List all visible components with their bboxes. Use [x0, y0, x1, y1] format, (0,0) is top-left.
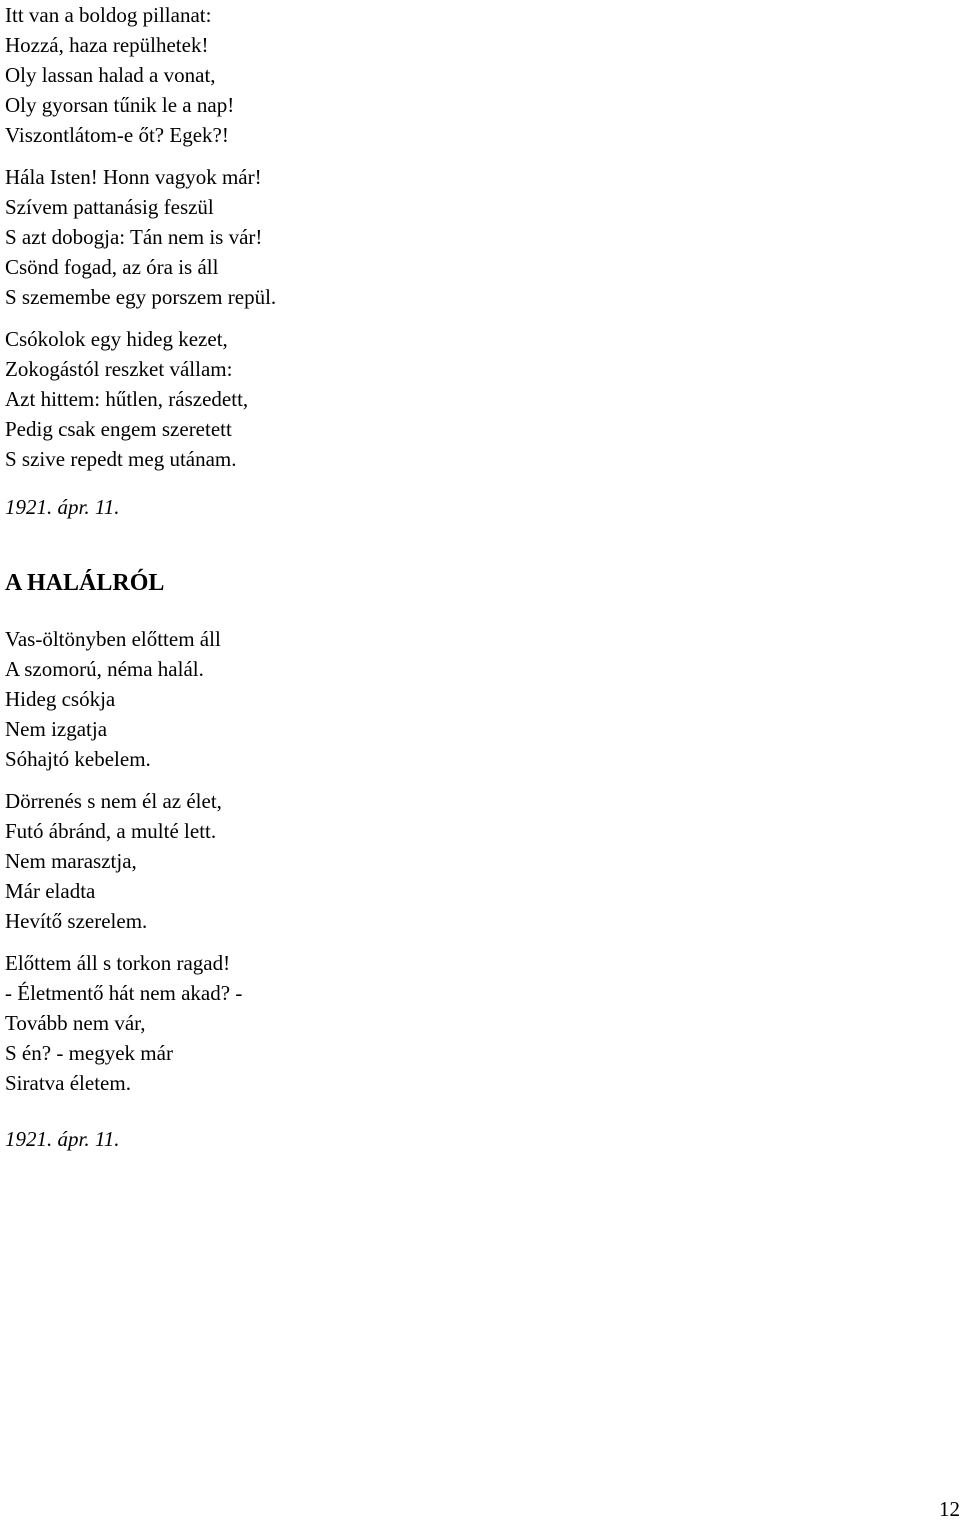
poem-line: Vas-öltönyben előttem áll [5, 627, 221, 651]
poem-line: Hevítő szerelem. [5, 909, 148, 933]
poem-line: Már eladta [5, 879, 96, 903]
poem-2-stanza-3 [5, 948, 945, 1098]
poem-line: Hideg csókja [5, 687, 116, 711]
poem-1-stanza-2 [5, 162, 945, 312]
poem-line: Oly lassan halad a vonat, [5, 63, 216, 87]
poem-line: Dörrenés s nem él az élet, [5, 789, 222, 813]
poem-2-stanza-2 [5, 786, 945, 936]
poem-line: S szive repedt meg utánam. [5, 447, 237, 471]
poem-line: Hála Isten! Honn vagyok már! [5, 165, 262, 189]
poem-line: Oly gyorsan tűnik le a nap! [5, 93, 235, 117]
poem-line: Csönd fogad, az óra is áll [5, 255, 219, 279]
poem-1-stanza-3 [5, 324, 945, 474]
poem-line: Itt van a boldog pillanat: [5, 3, 212, 27]
page-number: 12 [939, 1497, 960, 1521]
poem-line: Nem marasztja, [5, 849, 137, 873]
poem-line: Előttem áll s torkon ragad! [5, 951, 231, 975]
poem-line: Tovább nem vár, [5, 1011, 146, 1035]
poem-line: Azt hittem: hűtlen, rászedett, [5, 387, 249, 411]
poem-line: Siratva életem. [5, 1071, 131, 1095]
poem-line: Pedig csak engem szeretett [5, 417, 232, 441]
poem-1 [5, 0, 945, 522]
poem-line: Hozzá, haza repülhetek! [5, 33, 209, 57]
poem-1-date: 1921. ápr. 11. [5, 495, 120, 519]
poem-2-title: A HALÁLRÓL [5, 570, 165, 596]
poem-line: S szemembe egy porszem repül. [5, 285, 277, 309]
poem-line: - Életmentő hát nem akad? - [5, 981, 243, 1005]
poem-line: Futó ábránd, a multé lett. [5, 819, 217, 843]
poem-1-stanza-1 [5, 0, 945, 150]
poem-line: S azt dobogja: Tán nem is vár! [5, 225, 263, 249]
poem-2-date: 1921. ápr. 11. [5, 1127, 120, 1151]
poem-line: Sóhajtó kebelem. [5, 747, 151, 771]
poem-line: S én? - megyek már [5, 1041, 173, 1065]
poem-line: Nem izgatja [5, 717, 108, 741]
poem-line: Szívem pattanásig feszül [5, 195, 214, 219]
poem-line: A szomorú, néma halál. [5, 657, 204, 681]
poem-2 [5, 568, 945, 1154]
document-page [5, 0, 945, 1154]
poem-line: Csókolok egy hideg kezet, [5, 327, 228, 351]
poem-line: Zokogástól reszket vállam: [5, 357, 233, 381]
poem-line: Viszontlátom-e őt? Egek?! [5, 123, 229, 147]
poem-2-stanza-1 [5, 624, 945, 774]
